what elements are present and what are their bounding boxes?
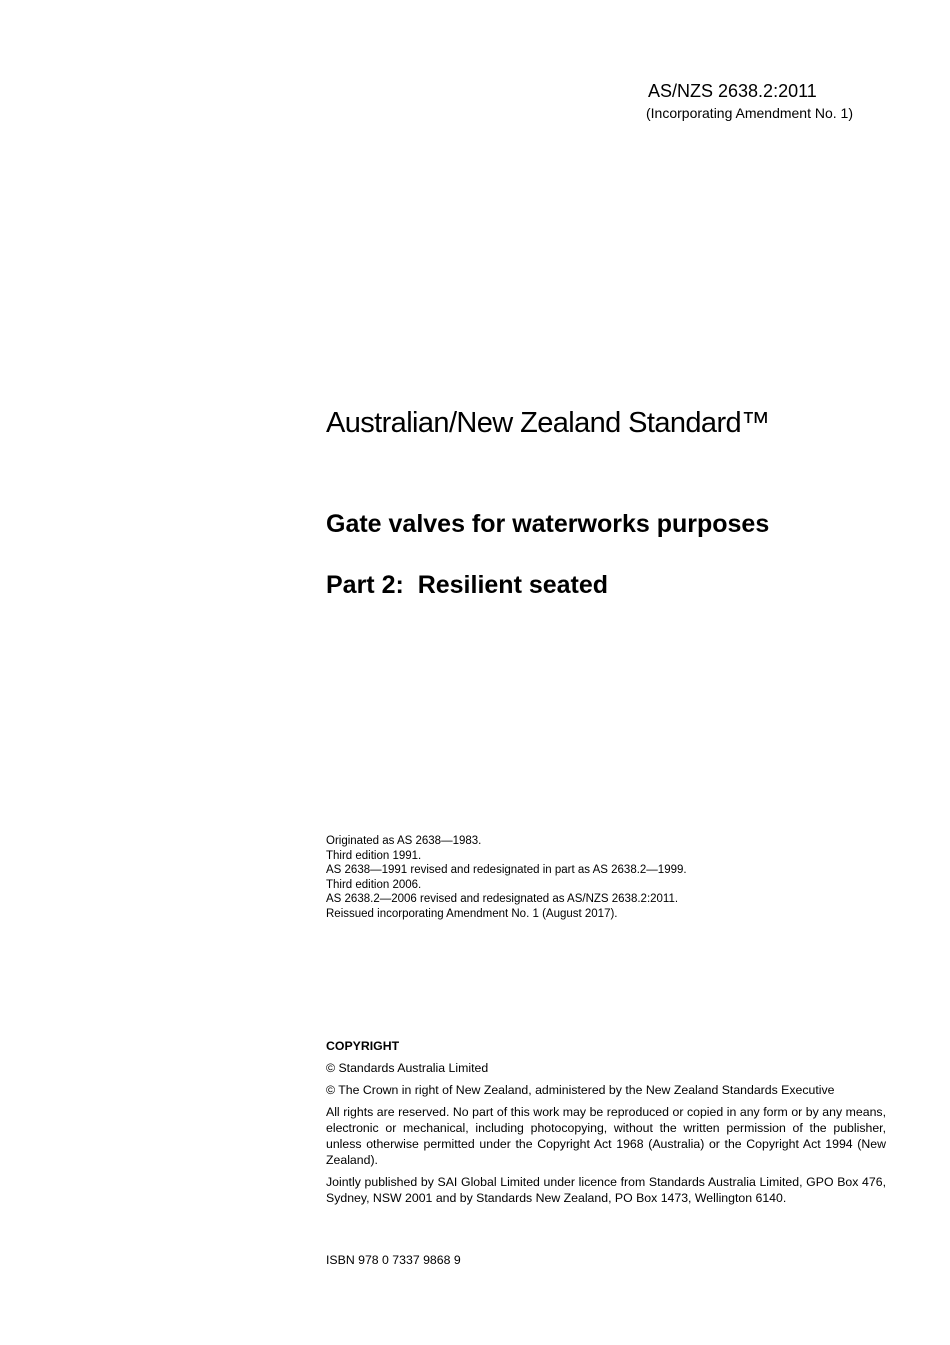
copyright-holder-new-zealand: © The Crown in right of New Zealand, administered by the New Zealand Standards Executive [326, 1083, 835, 1097]
history-line: AS 2638—1991 revised and redesignated in part as AS 2638.2—1999. [326, 864, 687, 877]
history-line: Reissued incorporating Amendment No. 1 (August 2017). [326, 907, 618, 920]
copyright-heading: COPYRIGHT [326, 1039, 400, 1053]
document-part-title: Part 2: Resilient seated [326, 571, 609, 599]
publisher-paragraph: Jointly published by SAI Global Limited under licence from Standards Australia Limited, GPO Box 476, Sydney, NSW 2001 and by Standards New Zealand, PO Box 1473, Wellington 6140. [326, 1175, 886, 1205]
standard-series-title: Australian/New Zealand Standard™ [326, 407, 770, 439]
history-line: Third edition 2006. [326, 878, 422, 891]
copyright-block [326, 1038, 886, 1212]
history-line: Third edition 1991. [326, 849, 422, 862]
standard-number: AS/NZS 2638.2:2011 [648, 81, 817, 101]
copyright-holder-australia: © Standards Australia Limited [326, 1061, 489, 1075]
publication-history [326, 834, 687, 922]
isbn: ISBN 978 0 7337 9868 9 [326, 1253, 461, 1267]
history-line: AS 2638.2—2006 revised and redesignated as AS/NZS 2638.2:2011. [326, 893, 679, 906]
history-line: Originated as AS 2638—1983. [326, 835, 482, 847]
amendment-note: (Incorporating Amendment No. 1) [646, 105, 853, 121]
rights-reserved-paragraph: All rights are reserved. No part of this work may be reproduced or copied in any form or by any means, electronic or mechanical, including photocopying, without the written permission of the publisher, unless otherwise permitted under the Copyright Act 1968 (Australia) or the Copyright Act 1994 (New Zealand). [326, 1105, 886, 1167]
document-title: Gate valves for waterworks purposes [326, 510, 770, 538]
